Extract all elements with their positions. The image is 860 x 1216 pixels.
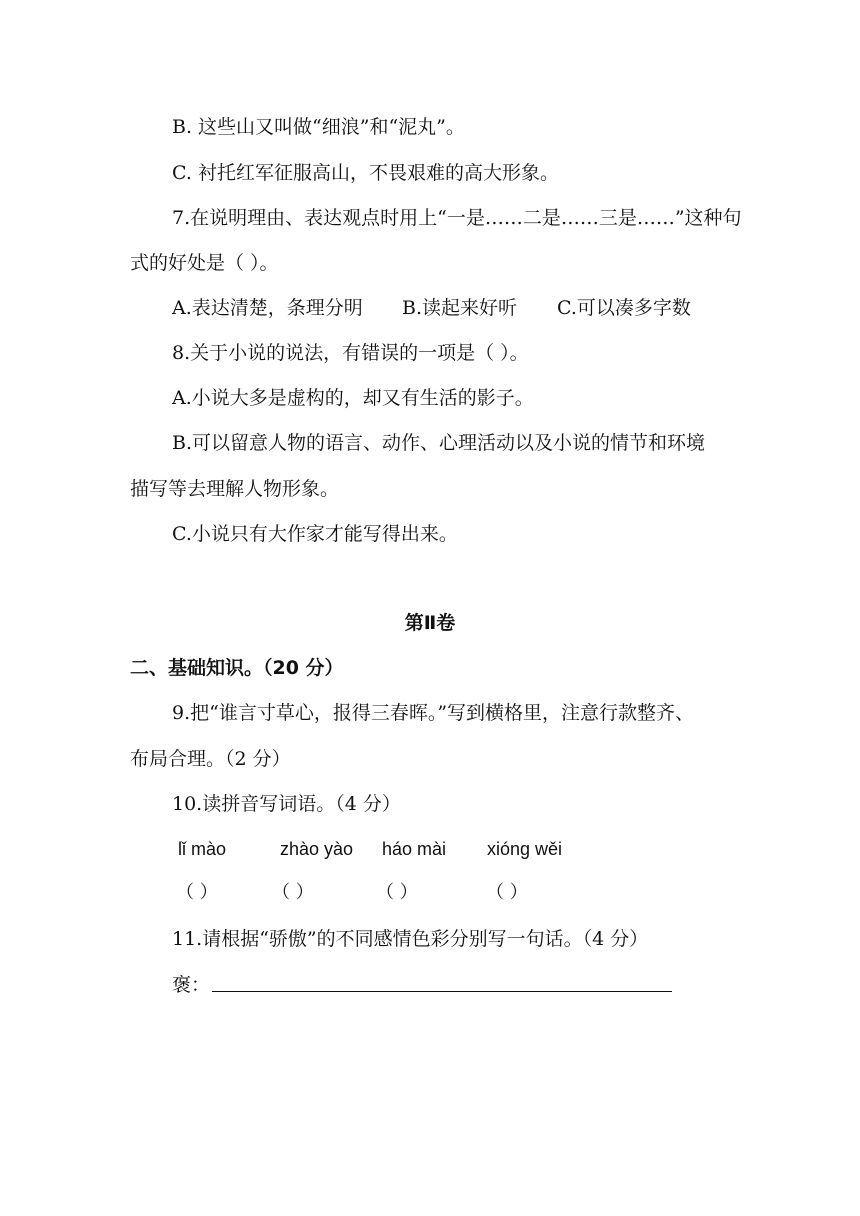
q10-pinyin-4: xióng wěi [487, 839, 563, 859]
q7-option-b: B.读起来好听 [402, 297, 518, 319]
q10-pinyin-3: háo mài [382, 839, 447, 859]
q7-stem-line2: 式的好处是（ ）。 [130, 252, 279, 274]
q10-answer-blank-2[interactable]: （ ） [272, 882, 314, 903]
q10-answer-blank-3[interactable]: （ ） [376, 882, 418, 903]
q8-option-b-line1: B.可以留意人物的语言、动作、心理活动以及小说的情节和环境 [172, 432, 706, 454]
q10-stem: 10.读拼音写词语。（4 分） [172, 793, 401, 815]
q9-line2: 布局合理。（2 分） [130, 748, 291, 770]
q8-option-c: C.小说只有大作家才能写得出来。 [172, 523, 458, 545]
q7-stem-line1: 7.在说明理由、表达观点时用上“一是……二是……三是……”这种句 [172, 207, 742, 229]
q7-option-c: C.可以凑多字数 [557, 297, 691, 319]
q10-pinyin-1: lǐ mào [178, 839, 227, 859]
q10-pinyin-2: zhào yào [280, 839, 354, 859]
q8-stem: 8.关于小说的说法，有错误的一项是（ ）。 [172, 342, 529, 364]
q7-option-a: A.表达清楚，条理分明 [172, 297, 363, 319]
q8-option-b-line2: 描写等去理解人物形象。 [130, 478, 340, 500]
volume-title: 第Ⅱ卷 [404, 612, 456, 634]
section-two-heading: 二、基础知识。（20 分） [130, 657, 344, 679]
q11-praise-answer-line[interactable] [212, 991, 672, 992]
q6-option-c: C. 衬托红军征服高山，不畏艰难的高大形象。 [172, 162, 559, 184]
q11-praise-label: 褒： [172, 974, 211, 996]
q10-answer-blank-4[interactable]: （ ） [486, 882, 528, 903]
q6-option-b: B. 这些山又叫做“细浪”和“泥丸”。 [172, 116, 465, 138]
q11-stem: 11.请根据“骄傲”的不同感情色彩分别写一句话。（4 分） [172, 928, 649, 950]
q8-option-a: A.小说大多是虚构的，却又有生活的影子。 [172, 387, 534, 409]
q9-line1: 9.把“谁言寸草心，报得三春晖。”写到横格里，注意行款整齐、 [172, 702, 695, 724]
q10-answer-blank-1[interactable]: （ ） [176, 882, 218, 903]
